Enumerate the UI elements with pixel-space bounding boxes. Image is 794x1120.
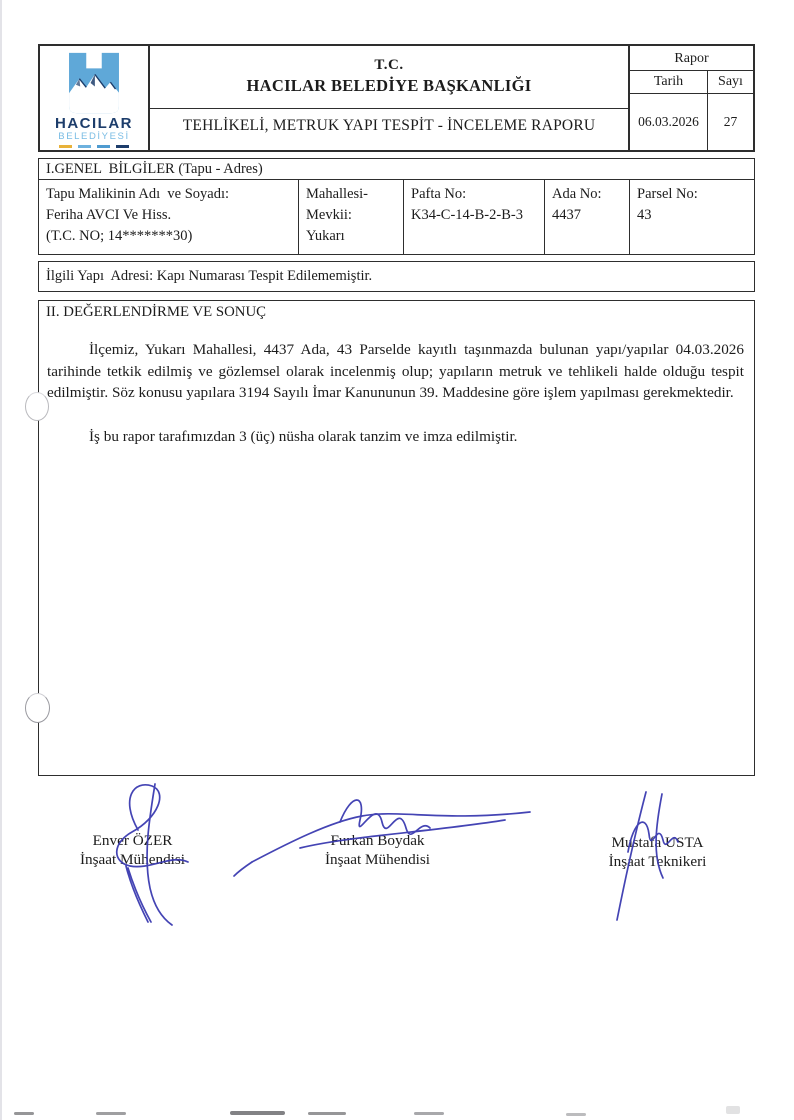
pafta-value: K34-C-14-B-2-B-3 [411,207,523,223]
owner-tc-no: (T.C. NO; 14*******30) [46,228,193,244]
section2-body-box [38,325,755,776]
signer-title: İnşaat Mühendisi [79,851,186,868]
dash-mid-blue [97,145,110,148]
report-date-value: 06.03.2026 [630,94,708,150]
hacilar-logo-icon [62,52,126,114]
ada-label: Ada No: [552,186,602,202]
parsel-value: 43 [637,207,652,223]
neighborhood-value: Yukarı [306,228,345,244]
scan-smudge [96,1112,126,1115]
building-address-line: İlgili Yapı Adresi: Kapı Numarası Tespit Edilememiştir. [38,261,755,292]
parsel-label: Parsel No: [637,186,698,202]
scan-smudge [566,1113,586,1116]
scan-edge-artifact [0,0,2,1120]
punch-hole-artifact [25,392,49,421]
owner-name: Feriha AVCI Ve Hiss. [46,207,172,223]
signer-title: İnşaat Teknikeri [608,853,707,870]
report-title: TEHLİKELİ, METRUK YAPI TESPİT - İNCELEME RAPORU [182,117,596,134]
owner-cell [39,180,299,254]
report-meta-value-row [630,94,753,150]
neighborhood-label-line1: Mahallesi- [306,186,369,202]
signer-name: Enver ÖZER [92,832,173,849]
dash-dark-blue [116,145,129,148]
pafta-label: Pafta No: [411,186,467,202]
neighborhood-cell [299,180,404,254]
date-column-header: Tarih [630,71,708,93]
scan-smudge [308,1112,346,1115]
logo-name-text: HACILAR [55,115,133,132]
owner-label: Tapu Malikinin Adı ve Soyadı: [46,186,230,202]
ada-cell [545,180,630,254]
signature-block-1 [60,831,205,869]
ada-value: 4437 [552,207,581,223]
assessment-paragraph: İlçemiz, Yukarı Mahallesi, 4437 Ada, 43 Parselde kayıtlı taşınmazda bulunan yapı/yapılar 04.03.2026 tarihinde tetkik edilmiş ve gözlemsel olarak incelenmiş olup; yapıların metruk ve tehlikeli halde olduğu tespit edilmiştir. Söz konusu yapılara 3194 Sayılı İmar Kanununun 39. Maddesine göre işlem yapılması gerekmektedir. [47,341,744,401]
report-meta-header-row [630,71,753,94]
parsel-cell [630,180,754,254]
signature-block-3 [585,833,730,871]
title-divider-line [150,108,628,109]
pafta-cell [404,180,545,254]
report-meta-title: Rapor [630,46,753,71]
section1-title-bar: I.GENEL BİLGİLER (Tapu - Adres) [38,158,755,180]
scan-smudge [230,1111,285,1115]
parcel-info-table [38,179,755,255]
copies-paragraph: İş bu rapor tarafımızdan 3 (üç) nüsha olarak tanzim ve imza edilmiştir. [89,427,518,445]
scan-smudge [726,1106,740,1114]
scan-smudge [14,1112,34,1115]
tc-label: T.C. [374,57,404,73]
logo-subtitle-text: BELEDİYESİ [58,131,130,142]
municipality-logo [40,46,150,150]
signer-name: Furkan Boydak [330,832,425,849]
logo-color-dashes [59,145,129,148]
authority-title: HACILAR BELEDİYE BAŞKANLIĞI [246,76,532,95]
report-meta-table [628,46,753,150]
number-column-header: Sayı [718,74,743,89]
scan-smudge [414,1112,444,1115]
section2-title-bar: II. DEĞERLENDİRME VE SONUÇ [38,300,755,326]
neighborhood-label-line2: Mevkii: [306,207,352,223]
header-title-cell [150,46,628,150]
signature-block-2 [305,831,450,869]
dash-yellow [59,145,72,148]
signer-title: İnşaat Mühendisi [324,851,431,868]
signer-name: Mustafa USTA [611,834,704,851]
report-header [38,44,755,152]
punch-hole-artifact [25,693,50,723]
dash-light-blue [78,145,91,148]
report-number-value: 27 [723,114,738,129]
